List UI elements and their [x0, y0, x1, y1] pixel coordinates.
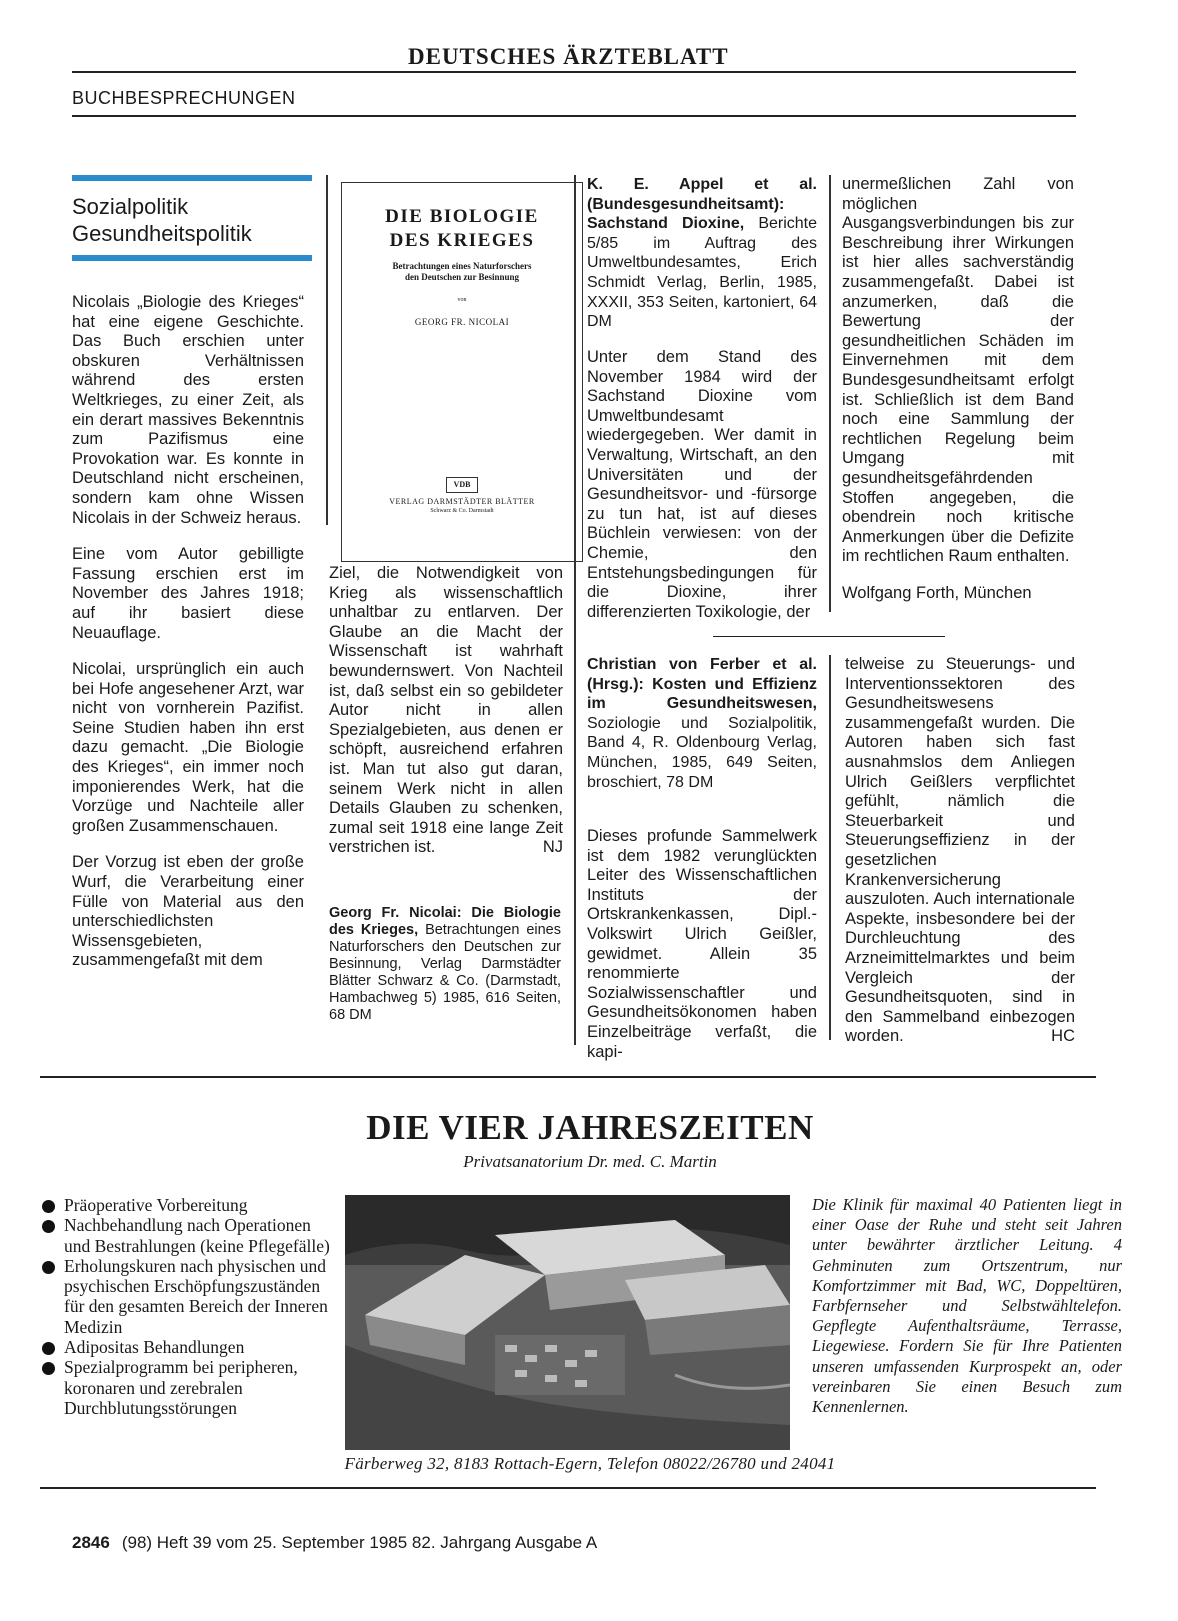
ad-bullet: Spezialprogramm bei peripheren, koronaren und zerebralen Durchblutungsstörungen [40, 1357, 340, 1418]
book-cover-publisher: VERLAG DARMSTÄDTER BLÄTTER [389, 497, 535, 506]
book-cover-author: GEORG FR. NICOLAI [414, 317, 510, 327]
book-cover-von: von [457, 297, 467, 303]
issue-info: (98) Heft 39 vom 25. September 1985 82. Jahrgang Ausgabe A [121, 1533, 598, 1552]
column-divider [829, 175, 831, 612]
reference-bold: Christian von Ferber et al. (Hrsg.): Kosten und Effizienz im Gesundheitswesen, [587, 656, 817, 713]
ad-bottom-rule [40, 1487, 1096, 1489]
ad-subtitle: Privatsanatorium Dr. med. C. Martin [463, 1152, 717, 1171]
masthead: DEUTSCHES ÄRZTEBLATT [408, 44, 729, 69]
book-subtitle-line: Betrachtungen eines Naturforschers [392, 261, 532, 271]
article1-column1 [72, 293, 304, 988]
article2-column3 [587, 348, 817, 639]
article2-text: Unter dem Stand des November 1984 wird der Sachstand Dioxine vom Umweltbundesamt wiedergegeben. Wer damit in Verwaltung, Wirtschaft, an den Universitäten und der Gesundheitsvor- und -fürsorge zu tun hat, ist auf dieses Büchlein verwiesen: von der Chemie, den Entstehungsbedingungen für die Dioxine, ihrer differenzierten Toxikologie, der [587, 348, 817, 621]
article1-reference [329, 905, 561, 1024]
sanatorium-photo [345, 1195, 790, 1450]
book-subtitle-line: den Deutschen zur Besinnung [404, 272, 520, 282]
ad-bullet: Nachbehandlung nach Operationen und Bestrahlungen (keine Pflegefälle) [40, 1215, 340, 1256]
article3-reference [587, 655, 817, 792]
reference-bold: Georg Fr. Nicolai: Die Biologie des Krieges, [329, 905, 561, 938]
article3-column4 [845, 655, 1075, 1047]
ad-bullet: Präoperative Vorbereitung [40, 1195, 340, 1215]
article1-signature: NJ [542, 838, 563, 857]
column-divider [829, 655, 831, 1040]
masthead-rule [72, 71, 1076, 73]
book-title-line: DIE BIOLOGIE [385, 206, 539, 227]
reference-bold: K. E. Appel et al. (Bundesgesundheitsamt): Sachstand Dioxine, [587, 176, 817, 233]
article1-paragraph: Nicolais „Biologie des Krieges“ hat eine eigene Geschichte. Das Buch erschien unter obskuren Verhältnissen während des ersten Weltkrieges, zu einer Zeit, als ein derart massives Bekenntnis zum Pazifismus eine Provokation war. Es konnte in Deutschland nicht erscheinen, sondern kam ohne Wissen Nicolais in der Schweiz heraus. [72, 293, 304, 527]
ad-bullet: Adipositas Behandlungen [40, 1337, 340, 1357]
rubric-line-1: Sozialpolitik [72, 194, 189, 219]
section-rule [72, 115, 1076, 117]
book-cover-publisher-sub: Schwarz & Co. Darmstadt [430, 508, 494, 514]
ad-title: DIE VIER JAHRESZEITEN [366, 1108, 814, 1147]
rubric-line-2: Gesundheitspolitik [72, 221, 252, 246]
ad-description: Die Klinik für maximal 40 Patienten liegt in einer Oase der Ruhe und steht seit Jahren unter bewährter ärztlicher Leitung. 4 Gehminuten zum Ortszentrum, nur Komfortzimmer mit Bad, WC, Doppeltüren, Farbfernseher und Selbstwähltelefon. Gepflegte Aufenthaltsräume, Terrasse, Liegewiese. Fordern Sie für Ihre Patienten unseren umfassenden Kurprospekt an, oder vereinbaren Sie einen Besuch zum Kennenlernen. [812, 1195, 1122, 1417]
article1-continuation: Ziel, die Notwendigkeit von Krieg als wissenschaftlich unhaltbar zu entlarven. Der Glaube an die Macht der Wissenschaft ist wahrhaft bewundernswert. Von Nachteil ist, daß selbst ein so gebildeter Autor nicht in allen Spezialgebieten, aus denen er schöpft, ausreichend erfahren ist. Man tut also gut daran, seinem Werk nicht in allen Details Glauben zu schenken, zumal seit 1918 eine lange Zeit verstrichen ist. [329, 564, 563, 857]
page-footer [72, 1533, 597, 1553]
reference-details: Soziologie und Sozialpolitik, Band 4, R. Oldenbourg Verlag, München, 1985, 649 Seiten, broschiert, 78 DM [587, 714, 817, 791]
article3-signature: HC [1051, 1027, 1075, 1046]
article2-reference [587, 175, 817, 332]
article-separator [713, 636, 945, 637]
page-number: 2846 [72, 1533, 110, 1552]
article3-text: telweise zu Steuerungs- und Interventionssektoren des Gesundheitswesens zusammengefaßt wurden. Die Autoren haben sich fast ausnahmslos dem Anliegen Ulrich Geißlers verpflichtet gefühlt, nämlich die Steuerbarkeit und Steuerungseffizienz in der gesetzlichen Krankenversicherung auszuloten. Auch internationale Aspekte, insbesondere bei der Durchleuchtung des Arzneimittelmarktes und beim Vergleich der Gesundheitsquoten, sind in den Sammelband einbezogen worden. [845, 655, 1075, 1046]
book-cover [341, 182, 583, 562]
article1-paragraph: Eine vom Autor gebilligte Fassung erschien erst im November des Jahres 1918; auf ihr basiert diese Neuauflage. [72, 545, 304, 642]
article1-paragraph: Der Vorzug ist eben der große Wurf, die Verarbeitung einer Fülle von Material aus den unterschiedlichsten Wissensgebieten, zusammengefaßt mit dem [72, 853, 304, 970]
book-title-line: DES KRIEGES [389, 230, 535, 251]
article3-text: Dieses profunde Sammelwerk ist dem 1982 verunglückten Leiter des Wissenschaftlichen Instituts der Ortskrankenkassen, Dipl.-Volkswirt Ulrich Geißler, gewidmet. Allein 35 renommierte Sozialwissenschaftler und Gesundheitsökonomen haben Einzelbeiträge verfaßt, die kapi- [587, 827, 817, 1061]
article3-column3 [587, 827, 817, 1079]
book-cover-title [342, 205, 582, 253]
publisher-logo: VDB [446, 477, 478, 493]
article1-paragraph: Nicolai, ursprünglich ein auch bei Hofe angesehener Arzt, war nicht von vornherein Pazifist. Seine Studien haben ihn erst dazu gemacht. „Die Biologie des Krieges“, ein immer noch imponierendes Werk, hat die Vorzüge und Nachteile aller großen Zusammenschauen. [72, 660, 304, 835]
headline-bar-top [72, 175, 312, 181]
ad-top-rule [40, 1076, 1096, 1078]
ad-bullet: Erholungskuren nach physischen und psychischen Erschöpfungszuständen für den gesamten Bereich der Inneren Medizin [40, 1256, 340, 1337]
section-title: BUCHBESPRECHUNGEN [72, 88, 296, 108]
headline-bar-bottom [72, 255, 312, 261]
reference-details: Berichte 5/85 im Auftrag des Umweltbundesamtes, Erich Schmidt Verlag, Berlin, 1985, XXXII, 353 Seiten, kartoniert, 64 DM [587, 215, 818, 331]
article2-signature: Wolfgang Forth, München [842, 583, 1032, 602]
article2-column4 [842, 175, 1074, 603]
column-divider [326, 175, 328, 525]
column-divider [574, 175, 576, 1045]
article2-text: unermeßlichen Zahl von möglichen Ausgangsverbindungen bis zur Beschreibung ihrer Wirkungen ist hier alles sachverständig zusammengefaßt. Dabei ist anzumerken, daß die Bewertung der gesundheitlichen Schäden im Einvernehmen mit dem Bundesgesundheitsamt erfolgt ist. Schließlich ist dem Band noch eine Sammlung der rechtlichen Regelung beim Umgang mit gesundheitsgefährdenden Stoffen angegeben, die obendrein noch kritische Anmerkungen über die Defizite im rechtlichen Raum enthalten. [842, 175, 1074, 566]
book-cover-subtitle [342, 261, 582, 283]
ad-bullet-list [40, 1195, 340, 1418]
article1-column2 [329, 564, 563, 858]
ad-address: Färberweg 32, 8183 Rottach-Egern, Telefon 08022/26780 und 24041 [344, 1454, 836, 1473]
rubric-headline [72, 193, 252, 247]
reference-details: Betrachtungen eines Naturforschers den Deutschen zur Besinnung, Verlag Darmstädter Blätter Schwarz & Co. (Darmstadt, Hambachweg 5) 1985, 616 Seiten, 68 DM [329, 922, 561, 1023]
